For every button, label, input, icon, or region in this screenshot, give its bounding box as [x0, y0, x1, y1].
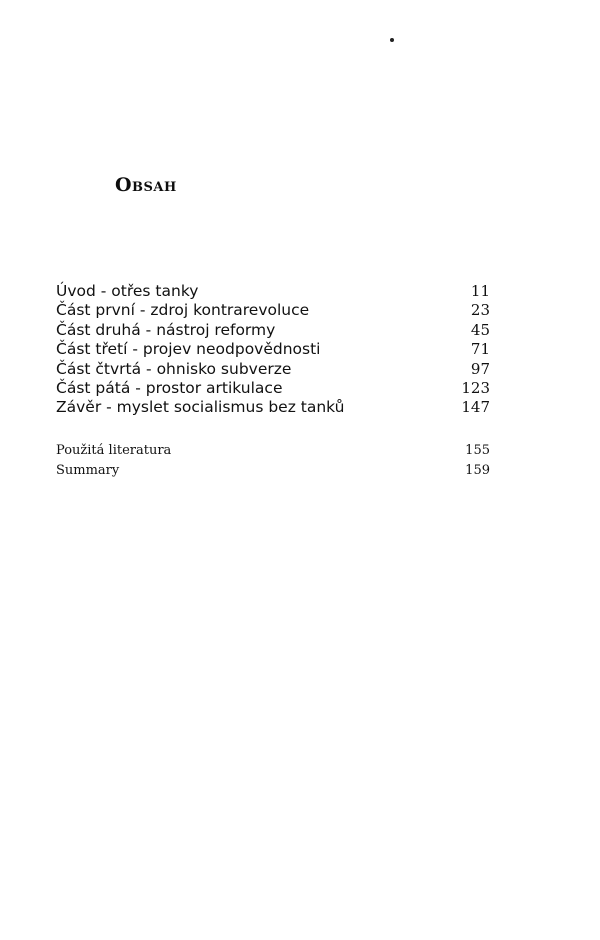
toc-entry-page: 23	[470, 301, 490, 320]
toc-entry-page: 45	[470, 320, 490, 339]
toc-entry	[56, 340, 490, 359]
toc-chapters-list	[56, 282, 490, 418]
toc-entry-page: 123	[461, 378, 490, 397]
toc-entry-page: 147	[461, 398, 490, 417]
toc-backmatter-list	[56, 441, 490, 481]
toc-entry	[56, 398, 490, 417]
toc-entry-title: Summary	[56, 463, 120, 478]
toc-entry-page: 155	[465, 443, 490, 458]
toc-entry	[56, 321, 490, 340]
toc-heading: Obsah	[115, 174, 177, 196]
toc-entry-page: 11	[470, 282, 490, 300]
toc-entry-title: Část pátá - prostor artikulace	[56, 378, 283, 397]
toc-entry-title: Část třetí - projev neodpovědnosti	[56, 340, 321, 359]
toc-entry-page: 71	[470, 340, 490, 359]
toc-entry	[56, 461, 490, 481]
toc-entry-title: Část čtvrtá - ohnisko subverze	[56, 359, 292, 378]
ink-speck	[390, 38, 394, 42]
toc-entry-title: Závěr - myslet socialismus bez tanků	[56, 398, 345, 417]
toc-entry	[56, 441, 490, 461]
toc-entry-title: Úvod - otřes tanky	[56, 282, 199, 300]
toc-entry-title: Část první - zdroj kontrarevoluce	[56, 301, 310, 320]
toc-entry-page: 159	[465, 463, 490, 478]
toc-entry-title: Část druhá - nástroj reformy	[56, 320, 276, 339]
toc-entry-page: 97	[470, 359, 490, 378]
toc-entry	[56, 379, 490, 398]
toc-entry-title: Použitá literatura	[56, 443, 172, 458]
toc-entry	[56, 360, 490, 379]
toc-entry	[56, 282, 490, 301]
toc-entry	[56, 301, 490, 320]
